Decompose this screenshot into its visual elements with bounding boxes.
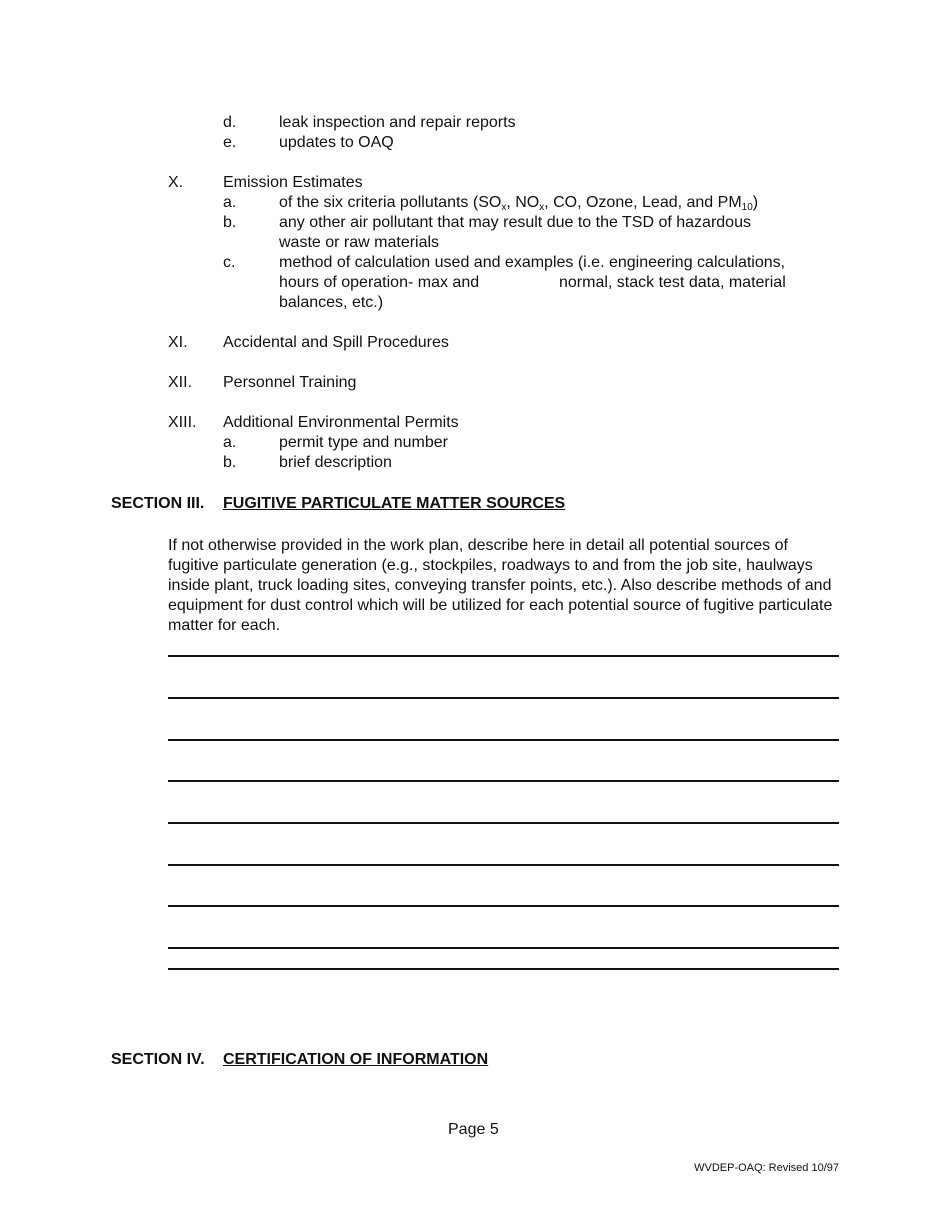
outline-numeral: XII.	[168, 374, 193, 391]
revision-note: WVDEP-OAQ: Revised 10/97	[694, 1162, 839, 1174]
list-marker: c.	[223, 254, 236, 271]
page-number: Page 5	[448, 1121, 499, 1138]
fill-in-line[interactable]	[168, 739, 839, 741]
section-title: FUGITIVE PARTICULATE MATTER SOURCES	[223, 495, 566, 512]
list-marker: e.	[223, 134, 237, 151]
list-item-text: hours of operation- max and	[279, 274, 480, 291]
outline-numeral: X.	[168, 174, 184, 191]
list-item-text: of the six criteria pollutants ($SO_x$, $NO_x$, CO, Ozone, Lead, and $PM_{10}$)	[279, 194, 759, 213]
outline-heading: Emission Estimates	[223, 174, 363, 191]
list-marker: b.	[223, 214, 237, 231]
list-item-text: any other air pollutant that may result due to the TSD of hazardous	[279, 214, 751, 231]
outline-numeral: XI.	[168, 334, 188, 351]
fill-in-line[interactable]	[168, 655, 839, 657]
list-marker: a.	[223, 434, 237, 451]
section-label: SECTION IV.	[111, 1051, 205, 1068]
list-item-text: leak inspection and repair reports	[279, 114, 516, 131]
outline-numeral: XIII.	[168, 414, 197, 431]
list-marker: a.	[223, 194, 237, 211]
list-marker: d.	[223, 114, 237, 131]
fill-in-line[interactable]	[168, 947, 839, 949]
fill-in-line[interactable]	[168, 864, 839, 866]
list-item-text: balances, etc.)	[279, 294, 384, 311]
list-item-text: waste or raw materials	[279, 234, 440, 251]
outline-heading: Additional Environmental Permits	[223, 414, 459, 431]
list-item-text: normal, stack test data, material	[559, 274, 786, 291]
list-item-text: updates to OAQ	[279, 134, 394, 151]
fill-in-line[interactable]	[168, 905, 839, 907]
list-item-text: permit type and number	[279, 434, 448, 451]
fill-in-line[interactable]	[168, 968, 839, 970]
list-item-text: method of calculation used and examples (i.e. engineering calculations,	[279, 254, 786, 271]
section-label: SECTION III.	[111, 495, 205, 512]
section-title: CERTIFICATION OF INFORMATION	[223, 1051, 489, 1068]
outline-heading: Accidental and Spill Procedures	[223, 334, 449, 351]
fill-in-line[interactable]	[168, 697, 839, 699]
list-marker: b.	[223, 454, 237, 471]
fill-in-line[interactable]	[168, 822, 839, 824]
outline-heading: Personnel Training	[223, 374, 357, 391]
fill-in-line[interactable]	[168, 780, 839, 782]
section-description: If not otherwise provided in the work plan, describe here in detail all potential sources of fugitive particulate generation (e.g., stockpiles, roadways to and from the job site, haulways inside plant, truck loading sites, conveying transfer points, etc.). Also describe methods of and equipment for dust control which will be utilized for each potential source of fugitive particulate matter for each.	[168, 537, 833, 634]
list-item-text: brief description	[279, 454, 392, 471]
